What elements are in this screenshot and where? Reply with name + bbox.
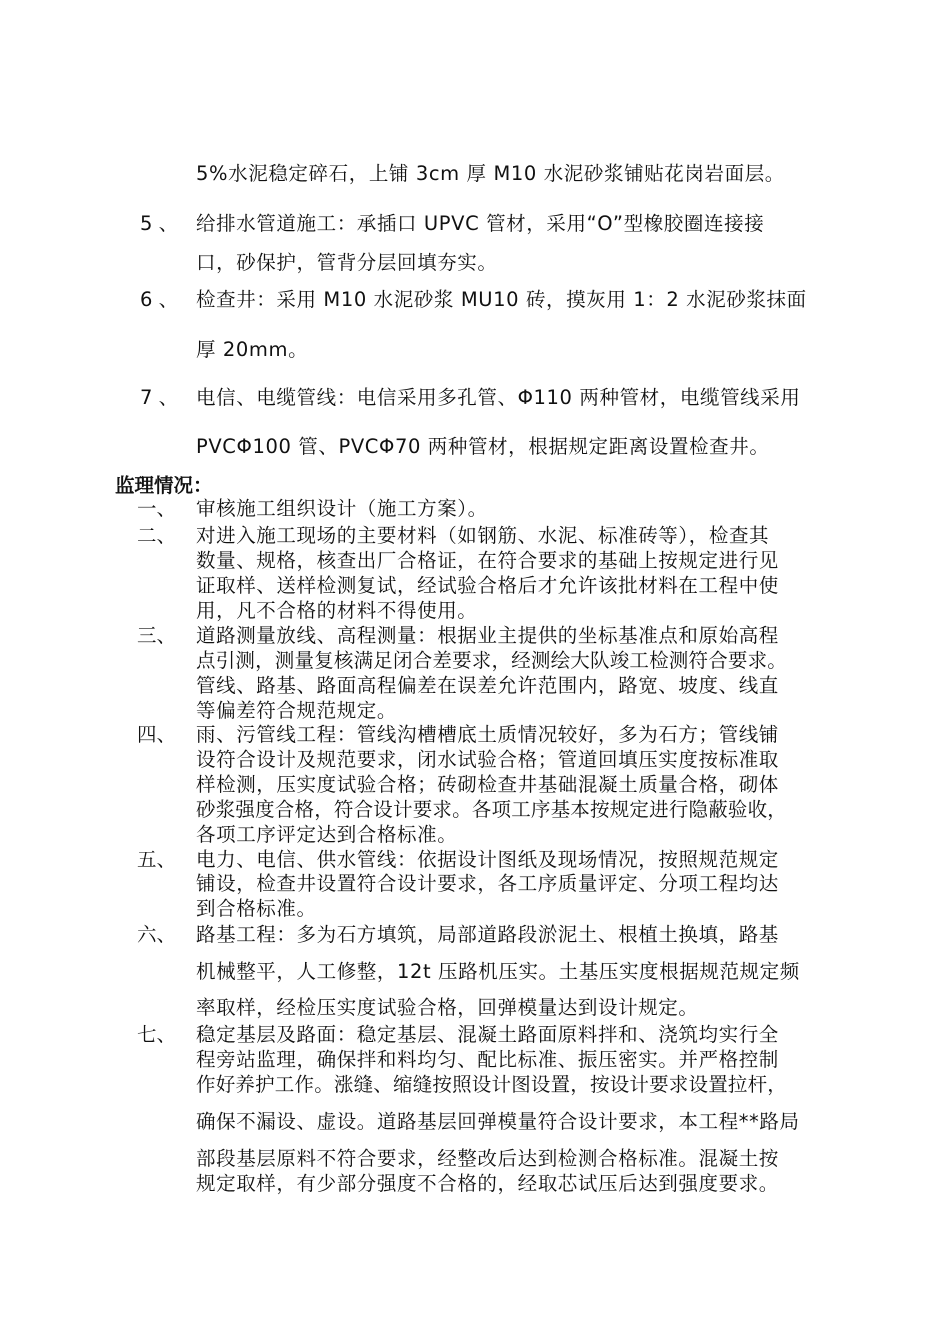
point-6-line: 路基工程：多为石方填筑，局部道路段淤泥土、根植土换填，路基 xyxy=(196,923,779,946)
point-2-line: 数量、规格，核查出厂合格证，在符合要求的基础上按规定进行见 xyxy=(196,549,779,572)
item-6-line-1: 检查井：采用 M10 水泥砂浆 MU10 砖，摸灰用 1：2 水泥砂浆抹面 xyxy=(196,288,807,311)
point-5-line: 铺设，检查井设置符合设计要求，各工序质量评定、分项工程均达 xyxy=(196,872,779,895)
item-7-line-1: 电信、电缆管线：电信采用多孔管、Φ110 两种管材，电缆管线采用 xyxy=(196,386,801,409)
item-6-line-2: 厚 20mm。 xyxy=(196,338,309,361)
point-7-line: 作好养护工作。涨缝、缩缝按照设计图设置，按设计要求设置拉杆， xyxy=(196,1073,788,1096)
point-2-line: 用，凡不合格的材料不得使用。 xyxy=(196,599,478,622)
point-4-line: 砂浆强度合格，符合设计要求。各项工序基本按规定进行隐蔽验收， xyxy=(196,798,788,821)
point-7-line: 规定取样，有少部分强度不合格的，经取芯试压后达到强度要求。 xyxy=(196,1172,779,1195)
item-5-line-1: 给排水管道施工：承插口 UPVC 管材，采用“O”型橡胶圈连接接 xyxy=(196,212,765,235)
point-2-line: 对进入施工现场的主要材料（如钢筋、水泥、标准砖等），检查其 xyxy=(196,524,770,547)
item-6-number: 6 、 xyxy=(140,288,179,311)
point-3-number: 三、 xyxy=(137,624,177,647)
point-1-line: 审核施工组织设计（施工方案）。 xyxy=(196,497,488,520)
point-7-line: 程旁站监理，确保拌和料均匀、配比标准、振压密实。并严格控制 xyxy=(196,1048,779,1071)
point-6-line: 率取样，经检压实度试验合格，回弹模量达到设计规定。 xyxy=(196,996,699,1019)
point-4-line: 样检测，压实度试验合格；砖砌检查井基础混凝土质量合格，砌体 xyxy=(196,773,779,796)
item-5-line-2: 口，砂保护，管背分层回填夯实。 xyxy=(196,251,498,274)
point-7-line: 确保不漏设、虚设。道路基层回弹模量符合设计要求，本工程**路局 xyxy=(196,1110,800,1133)
point-5-line: 电力、电信、供水管线：依据设计图纸及现场情况，按照规范规定 xyxy=(196,848,779,871)
item-4-continuation: 5%水泥稳定碎石，上铺 3cm 厚 M10 水泥砂浆铺贴花岗岩面层。 xyxy=(196,162,785,185)
point-4-line: 设符合设计及规范要求，闭水试验合格；管道回填压实度按标准取 xyxy=(196,748,779,771)
point-4-line: 各项工序评定达到合格标准。 xyxy=(196,823,458,846)
point-4-number: 四、 xyxy=(137,723,177,746)
point-7-line: 稳定基层及路面：稳定基层、混凝土路面原料拌和、浇筑均实行全 xyxy=(196,1023,779,1046)
point-5-line: 到合格标准。 xyxy=(196,897,317,920)
point-3-line: 等偏差符合规范规定。 xyxy=(196,699,398,722)
point-2-number: 二、 xyxy=(137,524,177,547)
point-1-number: 一、 xyxy=(137,497,177,520)
point-6-line: 机械整平，人工修整，12t 压路机压实。土基压实度根据规范规定频 xyxy=(196,960,800,983)
point-3-line: 道路测量放线、高程测量：根据业主提供的坐标基准点和原始高程 xyxy=(196,624,779,647)
item-7-number: 7 、 xyxy=(140,386,179,409)
point-5-number: 五、 xyxy=(137,848,177,871)
item-7-line-2: PVCΦ100 管、PVCΦ70 两种管材，根据规定距离设置检查井。 xyxy=(196,435,770,458)
point-3-line: 点引测，测量复核满足闭合差要求，经测绘大队竣工检测符合要求。 xyxy=(196,649,788,672)
supervision-heading: 监理情况： xyxy=(115,474,213,497)
point-2-line: 证取样、送样检测复试，经试验合格后才允许该批材料在工程中使 xyxy=(196,574,779,597)
point-6-number: 六、 xyxy=(137,923,177,946)
point-7-line: 部段基层原料不符合要求，经整改后达到检测合格标准。混凝土按 xyxy=(196,1147,779,1170)
item-5-number: 5 、 xyxy=(140,212,179,235)
point-3-line: 管线、路基、路面高程偏差在误差允许范围内，路宽、坡度、线直 xyxy=(196,674,779,697)
point-4-line: 雨、污管线工程：管线沟槽槽底土质情况较好，多为石方；管线铺 xyxy=(196,723,779,746)
point-7-number: 七、 xyxy=(137,1023,177,1046)
